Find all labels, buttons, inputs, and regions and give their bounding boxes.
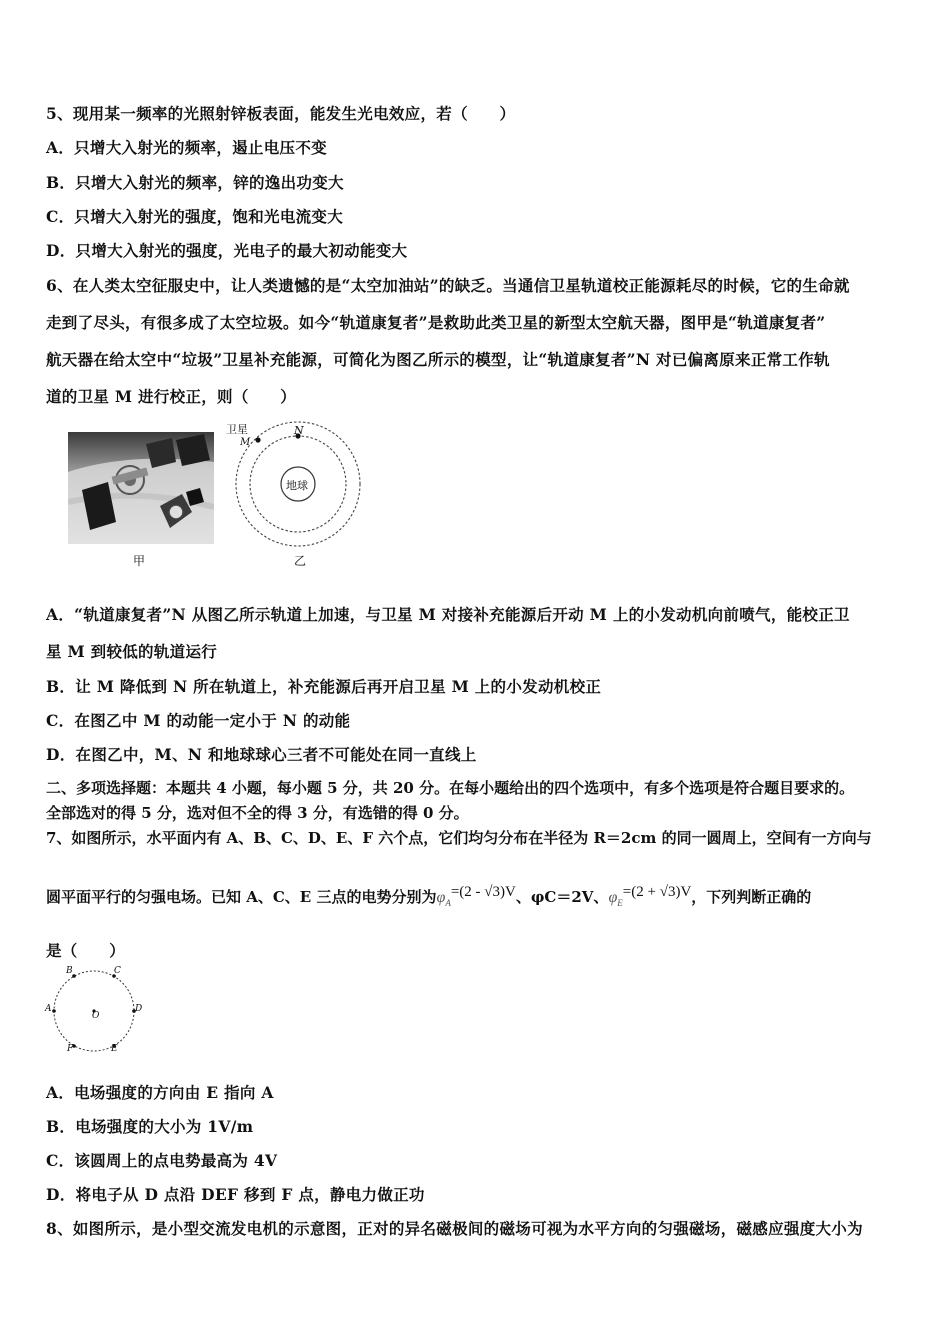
- label-earth: 地球: [286, 479, 308, 492]
- q7-stem-line-1: 7、如图所示，水平面内有 A、B、C、D、E、F 六个点，它们均匀分布在半径为 R＝2cm 的同一圆周上，空间有一方向与: [46, 829, 872, 847]
- q6-option-c: C．在图乙中 M 的动能一定小于 N 的动能: [46, 711, 351, 730]
- q8-stem: 8、如图所示，是小型交流发电机的示意图，正对的异名磁极间的磁场可视为水平方向的匀强磁场，磁感应强度大小为: [46, 1219, 863, 1238]
- q6-stem-line-1: 6、在人类太空征服史中，让人类遗憾的是“太空加油站”的缺乏。当通信卫星轨道校正能源耗尽的时候，它的生命就: [46, 276, 850, 295]
- q6-option-a-line-2: 星 M 到较低的轨道运行: [46, 642, 218, 661]
- q5-option-d: D．只增大入射光的强度，光电子的最大初动能变大: [46, 241, 408, 260]
- section-2-header-line-1: 二、多项选择题：本题共 4 小题，每小题 5 分，共 20 分。在每小题给出的四个选项中，有多个选项是符合题目要求的。: [46, 779, 855, 797]
- q7-option-c: C．该圆周上的点电势最高为 4V: [46, 1151, 278, 1170]
- q7-stem-line-2a: 圆平面平行的匀强电场。已知 A、C、E 三点的电势分别为: [46, 888, 437, 906]
- phi-a-symbol: $\varphi_A$: [436, 889, 451, 909]
- figure-caption-yi: 乙: [294, 554, 307, 568]
- point-b-label: B: [66, 966, 73, 976]
- figure-caption-jia: 甲: [133, 554, 146, 568]
- section-2-header-line-2: 全部选对的得 5 分，选对但不全的得 3 分，有选错的得 0 分。: [46, 804, 469, 822]
- point-d-label: D: [135, 1004, 143, 1014]
- q6-option-b: B．让 M 降低到 N 所在轨道上，补充能源后再开启卫星 M 上的小发动机校正: [46, 677, 602, 696]
- q6-stem-line-2: 走到了尽头，有很多成了太空垃圾。如今“轨道康复者”是救助此类卫星的新型太空航天器，图甲是“轨道康复者”: [46, 313, 826, 332]
- phi-a-value: =(2 - √3)V: [450, 884, 516, 900]
- q6-stem-line-3: 航天器在给太空中“垃圾”卫星补充能源，可简化为图乙所示的模型，让“轨道康复者”N 对已偏离原来正常工作轨: [46, 350, 830, 369]
- q5-stem: 5、现用某一频率的光照射锌板表面，能发生光电效应，若（ ）: [46, 104, 516, 123]
- q7-stem-line-3: 是（ ）: [46, 941, 126, 960]
- q5-option-b: B．只增大入射光的频率，锌的逸出功变大: [46, 173, 344, 192]
- q7-stem-line-2b: 、φC＝2V、: [515, 888, 609, 906]
- q7-option-a: A．电场强度的方向由 E 指向 A: [46, 1083, 274, 1102]
- point-f-label: F: [67, 1044, 74, 1054]
- q7-option-b: B．电场强度的大小为 1V/m: [46, 1117, 254, 1136]
- phi-e-symbol: $\varphi_E$: [608, 889, 623, 909]
- satellite-m-dot: [255, 437, 260, 442]
- point-o-label: O: [92, 1011, 100, 1021]
- q7-stem-line-2: [46, 886, 811, 908]
- label-m: M: [240, 437, 251, 448]
- point-a-label: A: [45, 1004, 52, 1014]
- point-e-label: E: [111, 1044, 118, 1054]
- q6-stem-line-4: 道的卫星 M 进行校正，则（ ）: [46, 387, 297, 406]
- q7-option-d: D．将电子从 D 点沿 DEF 移到 F 点，静电力做正功: [46, 1185, 425, 1204]
- q6-option-a-line-1: A．“轨道康复者”N 从图乙所示轨道上加速，与卫星 M 对接补充能源后开动 M 上的小发动机向前喷气，能校正卫: [46, 605, 850, 624]
- q5-option-c: C．只增大入射光的强度，饱和光电流变大: [46, 207, 344, 226]
- q5-option-a: A．只增大入射光的频率，遏止电压不变: [46, 138, 327, 157]
- phi-e-value: =(2 + √3)V: [622, 884, 692, 900]
- label-satellite: 卫星: [226, 423, 248, 436]
- q7-stem-line-2c: ，下列判断正确的: [691, 888, 812, 906]
- label-n: N: [294, 424, 304, 437]
- satellite-photo: [68, 432, 214, 544]
- point-c-label: C: [114, 966, 121, 976]
- q6-option-d: D．在图乙中，M、N 和地球球心三者不可能处在同一直线上: [46, 745, 477, 764]
